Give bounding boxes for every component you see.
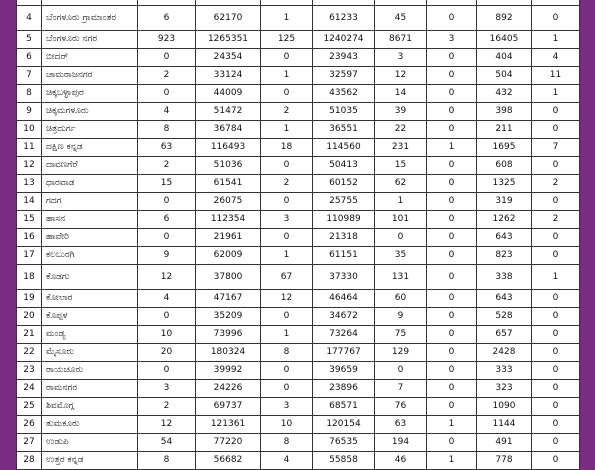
value-cell: 25755 [313,193,375,211]
value-cell: 3 [427,31,477,49]
value-cell: 0 [532,290,580,308]
value-cell: 608 [477,157,532,175]
value-cell: 60 [375,290,427,308]
value-cell: 120154 [313,416,375,434]
table-row [17,85,580,103]
table-row [17,434,580,452]
district-name-cell: ಉತ್ತರ ಕನ್ನಡ [42,452,138,470]
value-cell: 32597 [313,67,375,85]
value-cell: 0 [261,193,313,211]
value-cell: 1262 [477,211,532,229]
table-row [17,31,580,49]
value-cell: 4 [532,49,580,67]
value-cell: 51036 [196,157,261,175]
value-cell: 0 [261,157,313,175]
value-cell: 76 [375,398,427,416]
value-cell: 51035 [313,103,375,121]
value-cell: 0 [532,398,580,416]
value-cell: 131 [375,265,427,290]
serial-cell: 21 [17,326,42,344]
district-name-cell: ದಾವಣಗೆರೆ [42,157,138,175]
value-cell: 0 [532,6,580,31]
value-cell: 0 [375,362,427,380]
value-cell: 3 [138,380,196,398]
value-cell: 60152 [313,175,375,193]
value-cell: 36784 [196,121,261,139]
serial-cell: 7 [17,67,42,85]
district-name-cell: ಕೊಡಗು [42,265,138,290]
serial-cell: 18 [17,265,42,290]
value-cell: 12 [138,416,196,434]
value-cell: 37330 [313,265,375,290]
value-cell: 67 [261,265,313,290]
value-cell: 54 [138,434,196,452]
district-name-cell: ಧಾರವಾಡ [42,175,138,193]
value-cell: 0 [532,247,580,265]
value-cell: 125 [261,31,313,49]
value-cell: 0 [261,229,313,247]
serial-cell: 4 [17,6,42,31]
district-name-cell: ಹಾವೇರಿ [42,229,138,247]
district-name-cell: ಕೋಲಾರ [42,290,138,308]
table-row [17,103,580,121]
value-cell: 0 [427,211,477,229]
value-cell: 0 [427,434,477,452]
table-row [17,229,580,247]
district-name-cell: ಗದಗ [42,193,138,211]
value-cell: 8 [261,434,313,452]
value-cell: 10 [138,326,196,344]
value-cell: 0 [261,362,313,380]
value-cell: 1 [427,416,477,434]
value-cell: 0 [427,326,477,344]
value-cell: 432 [477,85,532,103]
value-cell: 2 [261,175,313,193]
serial-cell: 22 [17,344,42,362]
serial-cell: 8 [17,85,42,103]
value-cell: 43562 [313,85,375,103]
value-cell: 0 [532,434,580,452]
value-cell: 0 [427,380,477,398]
value-cell: 76535 [313,434,375,452]
value-cell: 0 [427,290,477,308]
value-cell: 491 [477,434,532,452]
value-cell: 643 [477,229,532,247]
table-row [17,67,580,85]
district-name-cell: ರಾಯಚೂರು [42,362,138,380]
district-name-cell: ಚಿಕ್ಕಮಗಳೂರು [42,103,138,121]
value-cell: 1 [261,326,313,344]
value-cell: 6 [138,211,196,229]
value-cell: 0 [138,362,196,380]
value-cell: 56682 [196,452,261,470]
value-cell: 0 [427,308,477,326]
value-cell: 0 [427,157,477,175]
value-cell: 114560 [313,139,375,157]
value-cell: 338 [477,265,532,290]
value-cell: 121361 [196,416,261,434]
serial-cell: 14 [17,193,42,211]
district-name-cell: ದಕ್ಷಿಣ ಕನ್ನಡ [42,139,138,157]
value-cell: 8 [138,452,196,470]
value-cell: 23943 [313,49,375,67]
value-cell: 4 [138,103,196,121]
value-cell: 3 [261,211,313,229]
table-row [17,6,580,31]
value-cell: 63 [375,416,427,434]
table-row [17,121,580,139]
value-cell: 47167 [196,290,261,308]
table-row [17,344,580,362]
value-cell: 0 [261,308,313,326]
right-border-bar [579,0,595,470]
value-cell: 0 [427,362,477,380]
serial-cell: 20 [17,308,42,326]
value-cell: 4 [138,290,196,308]
value-cell: 1 [261,67,313,85]
value-cell: 0 [532,326,580,344]
district-name-cell: ಕಲಬುರಗಿ [42,247,138,265]
value-cell: 3 [261,398,313,416]
value-cell: 0 [532,157,580,175]
value-cell: 2 [138,398,196,416]
serial-cell: 12 [17,157,42,175]
value-cell: 319 [477,193,532,211]
value-cell: 2428 [477,344,532,362]
value-cell: 643 [477,290,532,308]
value-cell: 0 [532,344,580,362]
value-cell: 7 [375,380,427,398]
district-name-cell: ಬೆಂಗಳೂರು ಗ್ರಾಮಾಂತರ [42,6,138,31]
value-cell: 62 [375,175,427,193]
value-cell: 14 [375,85,427,103]
value-cell: 21318 [313,229,375,247]
value-cell: 0 [427,67,477,85]
value-cell: 0 [427,6,477,31]
value-cell: 8671 [375,31,427,49]
value-cell: 8 [261,344,313,362]
value-cell: 1325 [477,175,532,193]
value-cell: 15 [138,175,196,193]
serial-cell: 6 [17,49,42,67]
value-cell: 61151 [313,247,375,265]
value-cell: 21961 [196,229,261,247]
value-cell: 177767 [313,344,375,362]
value-cell: 180324 [196,344,261,362]
serial-cell: 17 [17,247,42,265]
value-cell: 211 [477,121,532,139]
district-name-cell: ಬೀದರ್ [42,49,138,67]
value-cell: 23896 [313,380,375,398]
serial-cell: 23 [17,362,42,380]
value-cell: 1 [532,31,580,49]
value-cell: 0 [138,49,196,67]
value-cell: 129 [375,344,427,362]
serial-cell: 5 [17,31,42,49]
value-cell: 1 [427,452,477,470]
table-row [17,193,580,211]
value-cell: 0 [532,362,580,380]
value-cell: 0 [427,265,477,290]
value-cell: 1240274 [313,31,375,49]
left-border-bar [0,0,16,470]
value-cell: 1090 [477,398,532,416]
serial-cell: 11 [17,139,42,157]
value-cell: 0 [138,308,196,326]
value-cell: 35209 [196,308,261,326]
value-cell: 528 [477,308,532,326]
value-cell: 35 [375,247,427,265]
value-cell: 110989 [313,211,375,229]
value-cell: 323 [477,380,532,398]
serial-cell: 26 [17,416,42,434]
value-cell: 1 [375,193,427,211]
district-name-cell: ಉಡುಪಿ [42,434,138,452]
value-cell: 8 [138,121,196,139]
table-row [17,362,580,380]
value-cell: 0 [261,85,313,103]
value-cell: 39 [375,103,427,121]
value-cell: 2 [138,157,196,175]
value-cell: 46464 [313,290,375,308]
table-row [17,265,580,290]
value-cell: 1 [532,265,580,290]
value-cell: 15 [375,157,427,175]
district-name-cell: ಚಿತ್ರದುರ್ಗ [42,121,138,139]
value-cell: 24354 [196,49,261,67]
value-cell: 9 [138,247,196,265]
table-row [17,211,580,229]
value-cell: 116493 [196,139,261,157]
value-cell: 63 [138,139,196,157]
district-name-cell: ಶಿವಮೊಗ್ಗ [42,398,138,416]
value-cell: 0 [138,229,196,247]
serial-cell: 15 [17,211,42,229]
value-cell: 0 [138,85,196,103]
value-cell: 823 [477,247,532,265]
value-cell: 1 [261,6,313,31]
table-row [17,247,580,265]
value-cell: 0 [427,175,477,193]
value-cell: 923 [138,31,196,49]
district-name-cell: ರಾಮನಗರ [42,380,138,398]
value-cell: 333 [477,362,532,380]
value-cell: 73264 [313,326,375,344]
value-cell: 24226 [196,380,261,398]
value-cell: 6 [138,6,196,31]
value-cell: 51472 [196,103,261,121]
district-name-cell: ಚಾಮರಾಜನಗರ [42,67,138,85]
value-cell: 398 [477,103,532,121]
value-cell: 1144 [477,416,532,434]
value-cell: 69737 [196,398,261,416]
value-cell: 504 [477,67,532,85]
value-cell: 0 [261,49,313,67]
value-cell: 55858 [313,452,375,470]
value-cell: 16405 [477,31,532,49]
value-cell: 0 [427,193,477,211]
value-cell: 3 [375,49,427,67]
value-cell: 0 [427,344,477,362]
value-cell: 50413 [313,157,375,175]
value-cell: 34672 [313,308,375,326]
value-cell: 26075 [196,193,261,211]
serial-cell: 16 [17,229,42,247]
table-row [17,308,580,326]
value-cell: 2 [138,67,196,85]
value-cell: 39659 [313,362,375,380]
table-row [17,398,580,416]
table-row [17,49,580,67]
value-cell: 0 [427,398,477,416]
serial-cell: 19 [17,290,42,308]
district-table [16,0,580,470]
value-cell: 12 [375,67,427,85]
value-cell: 61233 [313,6,375,31]
district-name-cell: ಕೊಪ್ಪಳ [42,308,138,326]
value-cell: 2 [532,211,580,229]
value-cell: 0 [532,380,580,398]
serial-cell: 24 [17,380,42,398]
table-body [17,0,580,470]
value-cell: 4 [261,452,313,470]
serial-cell: 9 [17,103,42,121]
value-cell: 1 [532,85,580,103]
value-cell: 1695 [477,139,532,157]
value-cell: 77220 [196,434,261,452]
value-cell: 1265351 [196,31,261,49]
table-row [17,139,580,157]
value-cell: 68571 [313,398,375,416]
value-cell: 0 [427,229,477,247]
value-cell: 39992 [196,362,261,380]
district-name-cell: ಮೈಸೂರು [42,344,138,362]
value-cell: 0 [427,85,477,103]
district-name-cell: ಹಾಸನ [42,211,138,229]
table-row [17,326,580,344]
value-cell: 0 [532,121,580,139]
table-row [17,290,580,308]
value-cell: 404 [477,49,532,67]
serial-cell: 25 [17,398,42,416]
serial-cell: 13 [17,175,42,193]
value-cell: 12 [138,265,196,290]
value-cell: 0 [532,416,580,434]
value-cell: 62009 [196,247,261,265]
value-cell: 61541 [196,175,261,193]
table-row [17,416,580,434]
value-cell: 44009 [196,85,261,103]
value-cell: 33124 [196,67,261,85]
value-cell: 0 [532,229,580,247]
value-cell: 194 [375,434,427,452]
value-cell: 112354 [196,211,261,229]
table-row [17,175,580,193]
value-cell: 0 [138,193,196,211]
value-cell: 0 [532,103,580,121]
table-row [17,452,580,470]
value-cell: 45 [375,6,427,31]
value-cell: 0 [427,103,477,121]
value-cell: 892 [477,6,532,31]
value-cell: 22 [375,121,427,139]
value-cell: 73996 [196,326,261,344]
value-cell: 7 [532,139,580,157]
value-cell: 20 [138,344,196,362]
value-cell: 0 [427,49,477,67]
value-cell: 75 [375,326,427,344]
table-row [17,380,580,398]
value-cell: 0 [532,308,580,326]
value-cell: 12 [261,290,313,308]
value-cell: 9 [375,308,427,326]
value-cell: 1 [261,247,313,265]
value-cell: 0 [532,452,580,470]
value-cell: 62170 [196,6,261,31]
district-name-cell: ಬೆಂಗಳೂರು ನಗರ [42,31,138,49]
value-cell: 0 [375,229,427,247]
table-row [17,157,580,175]
value-cell: 101 [375,211,427,229]
value-cell: 231 [375,139,427,157]
value-cell: 46 [375,452,427,470]
value-cell: 11 [532,67,580,85]
value-cell: 657 [477,326,532,344]
value-cell: 0 [427,247,477,265]
district-table-container [16,0,579,470]
value-cell: 37800 [196,265,261,290]
value-cell: 1 [427,139,477,157]
serial-cell: 28 [17,452,42,470]
value-cell: 18 [261,139,313,157]
value-cell: 2 [261,103,313,121]
value-cell: 0 [427,121,477,139]
district-name-cell: ಚಿಕ್ಕಬಳ್ಳಾಪುರ [42,85,138,103]
district-name-cell: ತುಮಕೂರು [42,416,138,434]
value-cell: 0 [261,380,313,398]
value-cell: 10 [261,416,313,434]
serial-cell: 10 [17,121,42,139]
serial-cell: 27 [17,434,42,452]
value-cell: 2 [532,175,580,193]
value-cell: 778 [477,452,532,470]
district-name-cell: ಮಂಡ್ಯ [42,326,138,344]
value-cell: 1 [261,121,313,139]
value-cell: 36551 [313,121,375,139]
value-cell: 0 [532,193,580,211]
